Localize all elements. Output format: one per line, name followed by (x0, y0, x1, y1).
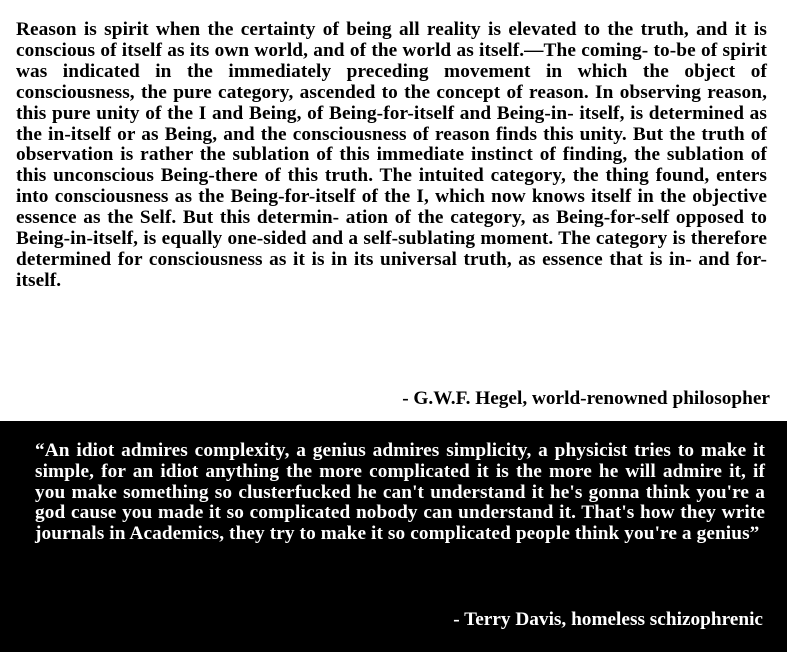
hegel-quote: Reason is spirit when the certainty of being all reality is elevated to the truth, and it is conscious of itself as its own world, and of the world as itself.—The coming- to-be of spirit was indicated in the immediately preceding movement in which the object of consciousness, the pure category, ascended to the concept of reason. In observing reason, this pure unity of the I and Being, of Being-for-itself and Being-in- itself, is determined as the in-itself or as Being, and the consciousness of reason finds this unity. But the truth of observation is rather the sublation of this immediate instinct of finding, the sublation of this unconscious Being-there of this truth. The intuited category, the thing found, enters into consciousness as the Being-for-itself of the I, which now knows itself in the objective essence as the Self. But this determin- ation of the category, as Being-for-self opposed to Being-in-itself, is equally one-sided and a self-sublating moment. The category is therefore determined for consciousness as it is in its universal truth, as essence that is in- and for-itself. (16, 19, 767, 291)
davis-attribution: - Terry Davis, homeless schizophrenic (453, 609, 763, 630)
hegel-attribution: - G.W.F. Hegel, world-renowned philosopher (402, 388, 770, 409)
davis-quote: “An idiot admires complexity, a genius admires simplicity, a physicist tries to make it simple, for an idiot anything the more complicated it is the more he will admire it, if you make something so clusterfucked he can't understand it he's gonna think you're a god cause you made it so complicated nobody can understand it. That's how they write journals in Academics, they try to make it so complicated people think you're a genius” (35, 440, 765, 545)
davis-panel (0, 421, 787, 652)
